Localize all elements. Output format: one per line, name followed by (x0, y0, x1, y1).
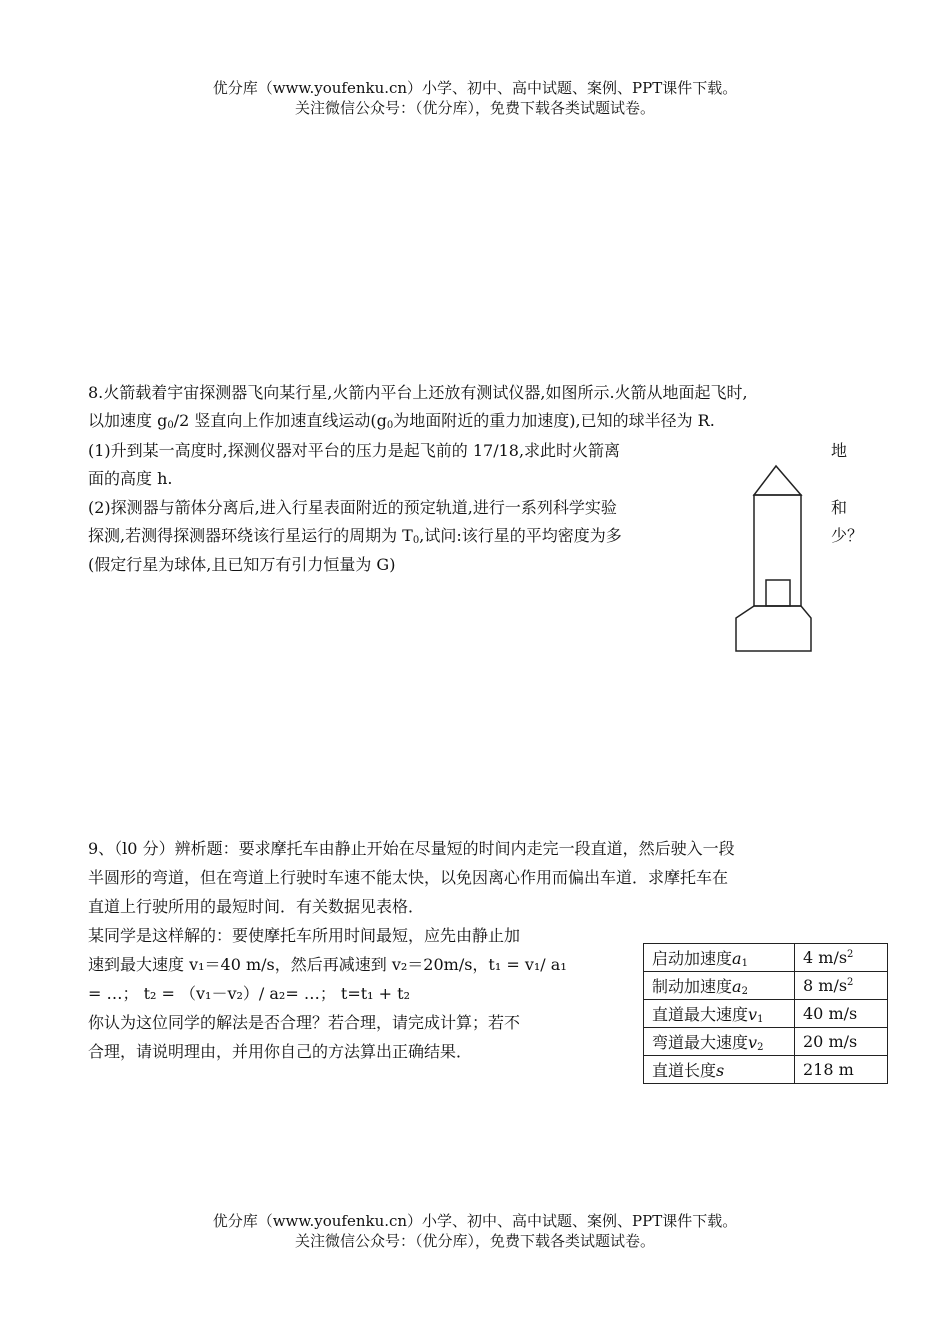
q8-line-1: 8.火箭载着宇宙探测器飞向某行星,火箭内平台上还放有测试仪器,如图所示.火箭从地面起飞时, (88, 383, 748, 402)
q9-line-7: 你认为这位同学的解法是否合理？若合理，请完成计算；若不 (88, 1013, 521, 1032)
q9-line-1: 9、（l0 分）辨析题：要求摩托车由静止开始在尽量短的时间内走完一段直道，然后驶入一段 (88, 839, 735, 858)
rocket-body (754, 495, 801, 606)
table-row (644, 1000, 888, 1028)
header-line-1: 优分库（www.youfenku.cn）小学、初中、高中试题、案例、PPT课件下载。 (212, 79, 738, 97)
q8-line-6-tail: 少？ (831, 526, 864, 545)
q9-line-2: 半圆形的弯道，但在弯道上行驶时车速不能太快，以免因离心作用而偏出车道．求摩托车在 (88, 868, 729, 887)
table-cell-label: 直道最大速度$v_1$ (644, 1000, 795, 1028)
table-cell-label: 弯道最大速度$v_2$ (644, 1028, 795, 1056)
footer-line-2: 关注微信公众号：（优分库），免费下载各类试题试卷。 (294, 1232, 655, 1250)
q8-line-6: 探测,若测得探测器环绕该行星运行的周期为 $T_0$,试问:该行星的平均密度为多 (88, 526, 622, 546)
rocket-figure (730, 460, 820, 656)
footer-line-1: 优分库（www.youfenku.cn）小学、初中、高中试题、案例、PPT课件下载。 (212, 1212, 738, 1230)
q8-line-4: 面的高度 h. (88, 469, 173, 488)
table-row (644, 972, 888, 1000)
table-row (644, 944, 888, 972)
q9-line-4: 某同学是这样解的：要使摩托车所用时间最短，应先由静止加 (88, 926, 521, 945)
table-cell-label: 启动加速度$a_1$ (644, 944, 795, 972)
table-cell-value: 8 $m/s^2$ (795, 972, 888, 1000)
table-cell-value: 4 $m/s^2$ (795, 944, 888, 972)
q8-line-3-tail: 地 (831, 441, 848, 460)
q9-line-5: 速到最大速度 v₁＝40 m/s，然后再减速到 v₂＝20m/s，t₁ = v₁/ a₁ (88, 955, 567, 974)
rocket-instrument (766, 580, 790, 606)
q8-line-3: (1)升到某一高度时,探测仪器对平台的压力是起飞前的 17/18,求此时火箭离 (88, 441, 621, 460)
data-table (643, 943, 888, 1084)
rocket-nose (754, 466, 801, 495)
q9-line-6: = …； t₂ = （v₁－v₂）/ a₂= …； t=t₁ + t₂ (88, 984, 411, 1003)
header-line-2: 关注微信公众号：（优分库），免费下载各类试题试卷。 (294, 99, 655, 117)
q8-line-5-tail: 和 (831, 498, 848, 517)
table-row (644, 1028, 888, 1056)
table-cell-label: 制动加速度$a_2$ (644, 972, 795, 1000)
rocket-base (736, 606, 811, 651)
q9-line-3: 直道上行驶所用的最短时间．有关数据见表格． (88, 897, 425, 916)
q8-line-5: (2)探测器与箭体分离后,进入行星表面附近的预定轨道,进行一系列科学实验 (88, 498, 617, 517)
table-row (644, 1056, 888, 1084)
table-cell-value: 40 m/s (795, 1000, 888, 1028)
table-cell-value: 218 m (795, 1056, 888, 1084)
q8-line-2: 以加速度 $g_0/2$ 竖直向上作加速直线运动($g_0$为地面附近的重力加速度),已知的球半径为 R. (88, 411, 715, 431)
q9-line-8: 合理，请说明理由，并用你自己的方法算出正确结果． (88, 1042, 473, 1061)
q8-line-7: (假定行星为球体,且已知万有引力恒量为 G) (88, 555, 396, 574)
table-cell-label: 直道长度s (644, 1056, 795, 1084)
table-cell-value: 20 m/s (795, 1028, 888, 1056)
